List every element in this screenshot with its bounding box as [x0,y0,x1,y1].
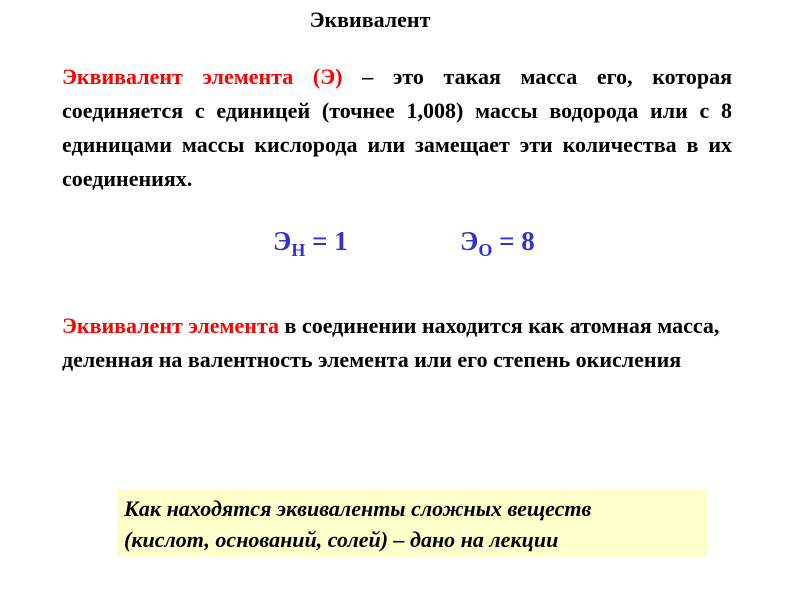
oxygen-formula-subscript: O [478,240,493,260]
definition-text: – это такая масса его, которая соединяется с единицей (точнее 1,008) массы водорода или с 8 единицами массы кислорода или замещает эти количества в их соединениях. [62,64,733,191]
rule-paragraph [62,309,742,377]
note-line-1: Как находятся эквиваленты сложных веществ [124,496,592,521]
hydrogen-formula-symbol: Э [273,226,292,256]
oxygen-formula-symbol: Э [460,226,479,256]
hydrogen-equivalent-formula [273,225,348,260]
rule-text: в соединении находится как атомная масса, деленная на валентность элемента или его степень окисления [62,313,720,372]
lecture-note-box [117,489,707,558]
hydrogen-formula-value: = 1 [305,226,348,256]
definition-paragraph [62,60,732,196]
oxygen-equivalent-formula [460,225,535,260]
note-line-2: (кислот, оснований, солей) – дано на лекции [124,527,559,552]
slide-title: Эквивалент [309,7,431,32]
definition-term: Эквивалент элемента (Э) [62,64,343,89]
rule-term: Эквивалент элемента [62,313,280,338]
hydrogen-formula-subscript: H [291,240,306,260]
oxygen-formula-value: = 8 [492,226,535,256]
